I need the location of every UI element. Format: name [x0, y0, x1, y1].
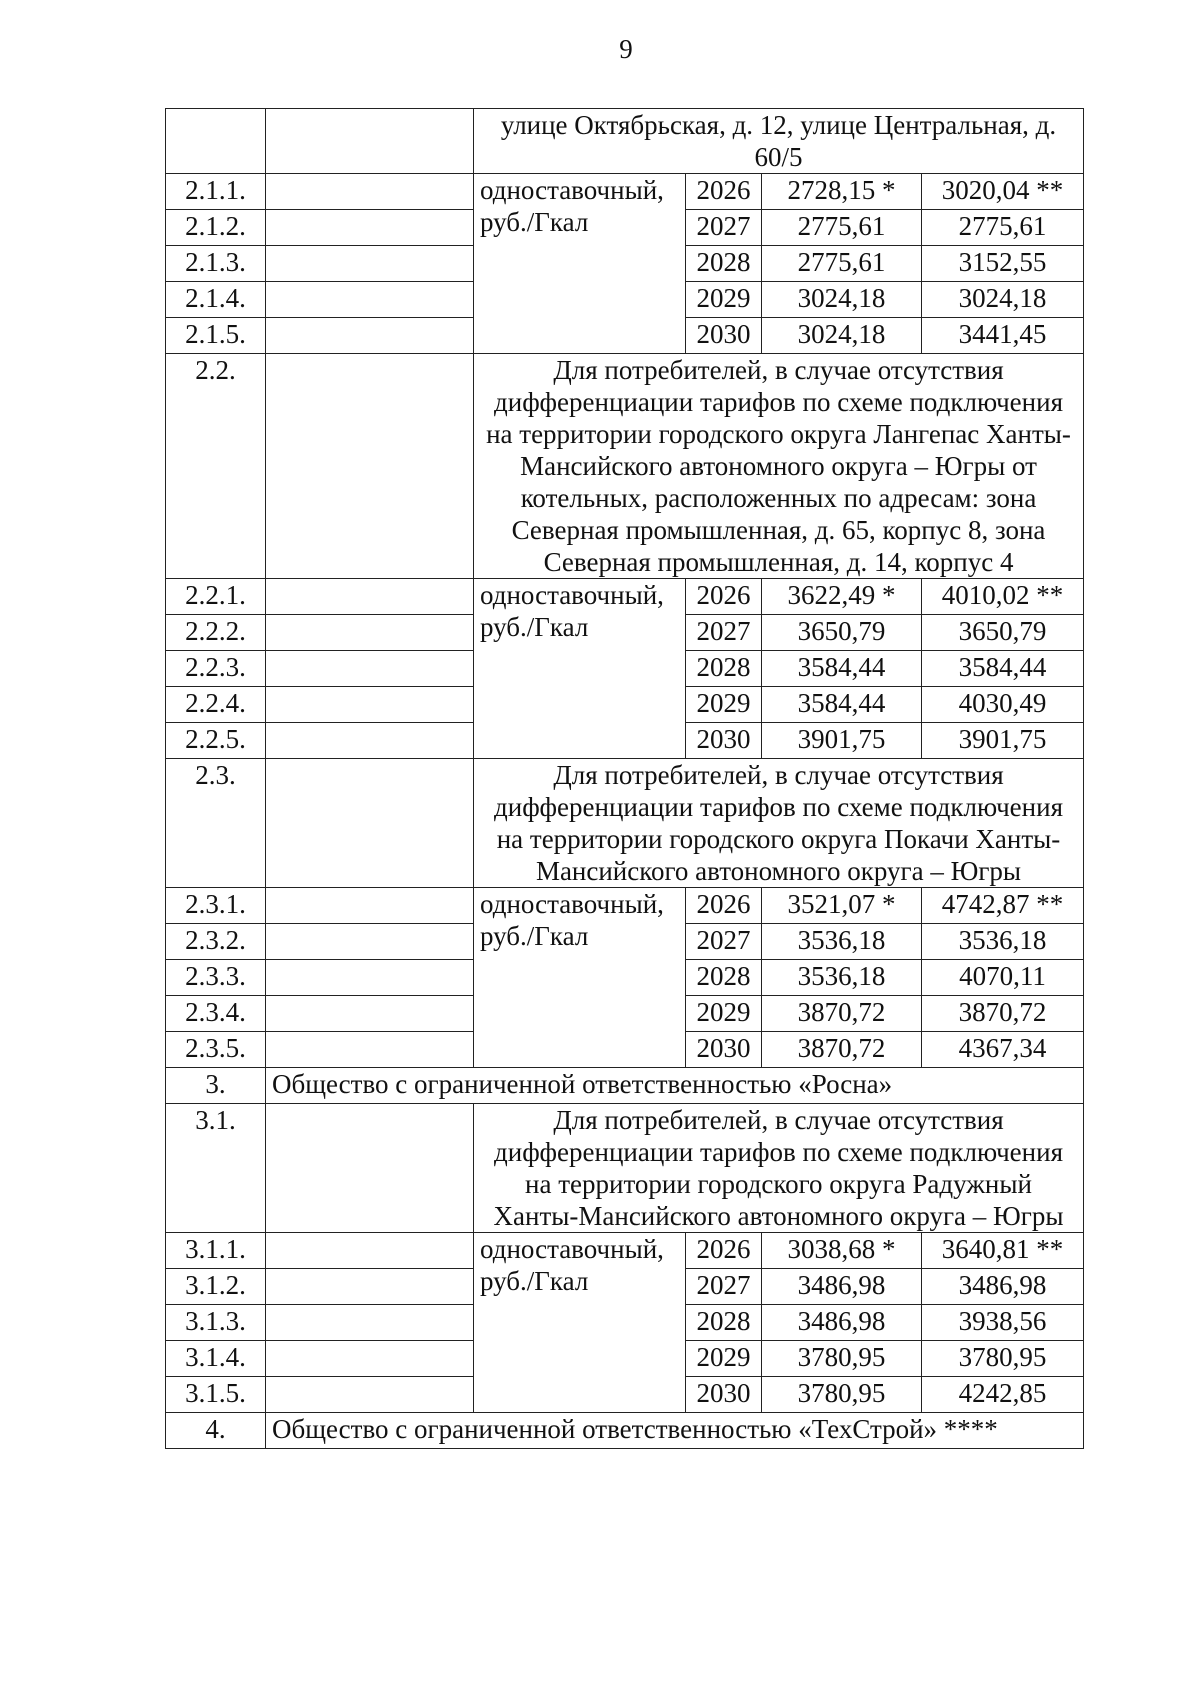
row-number: 2.2.2. [166, 615, 266, 651]
year-cell: 2027 [686, 615, 762, 651]
year-cell: 2028 [686, 651, 762, 687]
row-number: 2.3.1. [166, 888, 266, 924]
tariff-value-1: 3650,79 [762, 615, 922, 651]
tariff-value-2: 4367,34 [922, 1032, 1084, 1068]
section-header-row [166, 109, 1084, 174]
blank-cell [266, 615, 474, 651]
tariff-value-1: 3486,98 [762, 1269, 922, 1305]
tariff-value-2: 4242,85 [922, 1377, 1084, 1413]
year-cell: 2028 [686, 1305, 762, 1341]
blank-cell [266, 174, 474, 210]
tariff-table [165, 108, 1084, 1449]
tariff-unit: одноставочный, руб./Гкал [474, 888, 686, 1068]
tariff-unit: одноставочный, руб./Гкал [474, 1233, 686, 1413]
tariff-value-2: 3441,45 [922, 318, 1084, 354]
blank-cell [266, 960, 474, 996]
row-number: 2.1.3. [166, 246, 266, 282]
row-number: 2.2.3. [166, 651, 266, 687]
row-number: 3.1.3. [166, 1305, 266, 1341]
year-cell: 2026 [686, 579, 762, 615]
row-number: 2.2.1. [166, 579, 266, 615]
blank-cell [266, 1377, 474, 1413]
year-cell: 2029 [686, 1341, 762, 1377]
organization-name: Общество с ограниченной ответственностью «Росна» [266, 1068, 1084, 1104]
tariff-value-1: 3584,44 [762, 687, 922, 723]
blank-cell [266, 246, 474, 282]
row-number: 2.2.4. [166, 687, 266, 723]
tariff-value-2: 3024,18 [922, 282, 1084, 318]
year-cell: 2027 [686, 1269, 762, 1305]
tariff-value-2: 3870,72 [922, 996, 1084, 1032]
section-number: 3.1. [166, 1104, 266, 1233]
organization-row [166, 1068, 1084, 1104]
year-cell: 2028 [686, 960, 762, 996]
tariff-value-2: 3938,56 [922, 1305, 1084, 1341]
tariff-value-1: 3024,18 [762, 282, 922, 318]
tariff-value-1: 3521,07 * [762, 888, 922, 924]
blank-cell [266, 1104, 474, 1233]
row-number: 3.1.1. [166, 1233, 266, 1269]
tariff-value-2: 3650,79 [922, 615, 1084, 651]
tariff-value-1: 3486,98 [762, 1305, 922, 1341]
year-cell: 2027 [686, 924, 762, 960]
tariff-value-1: 3038,68 * [762, 1233, 922, 1269]
tariff-value-1: 2775,61 [762, 210, 922, 246]
blank-cell [266, 210, 474, 246]
tariff-value-2: 2775,61 [922, 210, 1084, 246]
row-number: 2.3.3. [166, 960, 266, 996]
section-header-text: улице Октябрьская, д. 12, улице Центральная, д. 60/5 [474, 109, 1084, 174]
section-number: 3. [166, 1068, 266, 1104]
tariff-value-2: 4010,02 ** [922, 579, 1084, 615]
tariff-value-1: 3536,18 [762, 960, 922, 996]
section-header-row [166, 1104, 1084, 1233]
year-cell: 2026 [686, 174, 762, 210]
tariff-value-1: 3780,95 [762, 1341, 922, 1377]
year-cell: 2030 [686, 318, 762, 354]
tariff-value-1: 3870,72 [762, 996, 922, 1032]
tariff-value-2: 3536,18 [922, 924, 1084, 960]
page-number: 9 [619, 34, 633, 64]
blank-cell [266, 579, 474, 615]
tariff-value-2: 4742,87 ** [922, 888, 1084, 924]
tariff-value-2: 3020,04 ** [922, 174, 1084, 210]
row-number: 3.1.4. [166, 1341, 266, 1377]
blank-cell [266, 759, 474, 888]
blank-cell [266, 723, 474, 759]
row-number: 2.3.4. [166, 996, 266, 1032]
row-number: 2.1.2. [166, 210, 266, 246]
tariff-value-1: 3622,49 * [762, 579, 922, 615]
section-header-text: Для потребителей, в случае отсутствия дифференциации тарифов по схеме подключения на территории городского округа Радужный Ханты-Мансийского автономного округа – Югры [474, 1104, 1084, 1233]
blank-cell [266, 687, 474, 723]
tariff-value-1: 3584,44 [762, 651, 922, 687]
tariff-value-1: 3780,95 [762, 1377, 922, 1413]
row-number: 3.1.5. [166, 1377, 266, 1413]
blank-cell [266, 354, 474, 579]
year-cell: 2029 [686, 687, 762, 723]
tariff-value-2: 3901,75 [922, 723, 1084, 759]
tariff-value-2: 3584,44 [922, 651, 1084, 687]
tariff-value-1: 2775,61 [762, 246, 922, 282]
year-cell: 2026 [686, 1233, 762, 1269]
blank-cell [266, 1032, 474, 1068]
tariff-value-1: 3024,18 [762, 318, 922, 354]
year-cell: 2029 [686, 996, 762, 1032]
tariff-value-2: 4030,49 [922, 687, 1084, 723]
blank-cell [266, 318, 474, 354]
tariff-value-1: 3901,75 [762, 723, 922, 759]
tariff-value-1: 2728,15 * [762, 174, 922, 210]
tariff-unit: одноставочный, руб./Гкал [474, 579, 686, 759]
year-cell: 2028 [686, 246, 762, 282]
tariff-value-2: 3152,55 [922, 246, 1084, 282]
row-number: 3.1.2. [166, 1269, 266, 1305]
table-row [166, 888, 1084, 924]
year-cell: 2030 [686, 723, 762, 759]
blank-cell [266, 1341, 474, 1377]
blank-cell [266, 1305, 474, 1341]
tariff-unit: одноставочный, руб./Гкал [474, 174, 686, 354]
section-header-row [166, 354, 1084, 579]
blank-cell [266, 651, 474, 687]
row-number [166, 109, 266, 174]
year-cell: 2029 [686, 282, 762, 318]
blank-cell [266, 1233, 474, 1269]
table-row [166, 579, 1084, 615]
row-number: 2.1.4. [166, 282, 266, 318]
blank-cell [266, 109, 474, 174]
table-row [166, 1233, 1084, 1269]
year-cell: 2026 [686, 888, 762, 924]
tariff-value-1: 3536,18 [762, 924, 922, 960]
row-number: 2.2.5. [166, 723, 266, 759]
tariff-value-2: 3780,95 [922, 1341, 1084, 1377]
year-cell: 2030 [686, 1032, 762, 1068]
blank-cell [266, 282, 474, 318]
year-cell: 2030 [686, 1377, 762, 1413]
section-number: 2.2. [166, 354, 266, 579]
tariff-value-2: 3486,98 [922, 1269, 1084, 1305]
organization-row [166, 1413, 1084, 1449]
tariff-value-2: 3640,81 ** [922, 1233, 1084, 1269]
blank-cell [266, 888, 474, 924]
row-number: 2.3.2. [166, 924, 266, 960]
year-cell: 2027 [686, 210, 762, 246]
table-row [166, 174, 1084, 210]
row-number: 2.1.1. [166, 174, 266, 210]
section-header-row [166, 759, 1084, 888]
section-number: 2.3. [166, 759, 266, 888]
blank-cell [266, 1269, 474, 1305]
row-number: 2.3.5. [166, 1032, 266, 1068]
row-number: 2.1.5. [166, 318, 266, 354]
tariff-value-1: 3870,72 [762, 1032, 922, 1068]
section-number: 4. [166, 1413, 266, 1449]
tariff-value-2: 4070,11 [922, 960, 1084, 996]
blank-cell [266, 924, 474, 960]
section-header-text: Для потребителей, в случае отсутствия дифференциации тарифов по схеме подключения на территории городского округа Лангепас Ханты-Мансийского автономного округа – Югры от котельных, расположенных по адресам: зона Северная промышленная, д. 65, корпус 8, зона Северная промышленная, д. 14, корпус 4 [474, 354, 1084, 579]
organization-name: Общество с ограниченной ответственностью «ТехСтрой» **** [266, 1413, 1084, 1449]
section-header-text: Для потребителей, в случае отсутствия дифференциации тарифов по схеме подключения на территории городского округа Покачи Ханты-Мансийского автономного округа – Югры [474, 759, 1084, 888]
blank-cell [266, 996, 474, 1032]
